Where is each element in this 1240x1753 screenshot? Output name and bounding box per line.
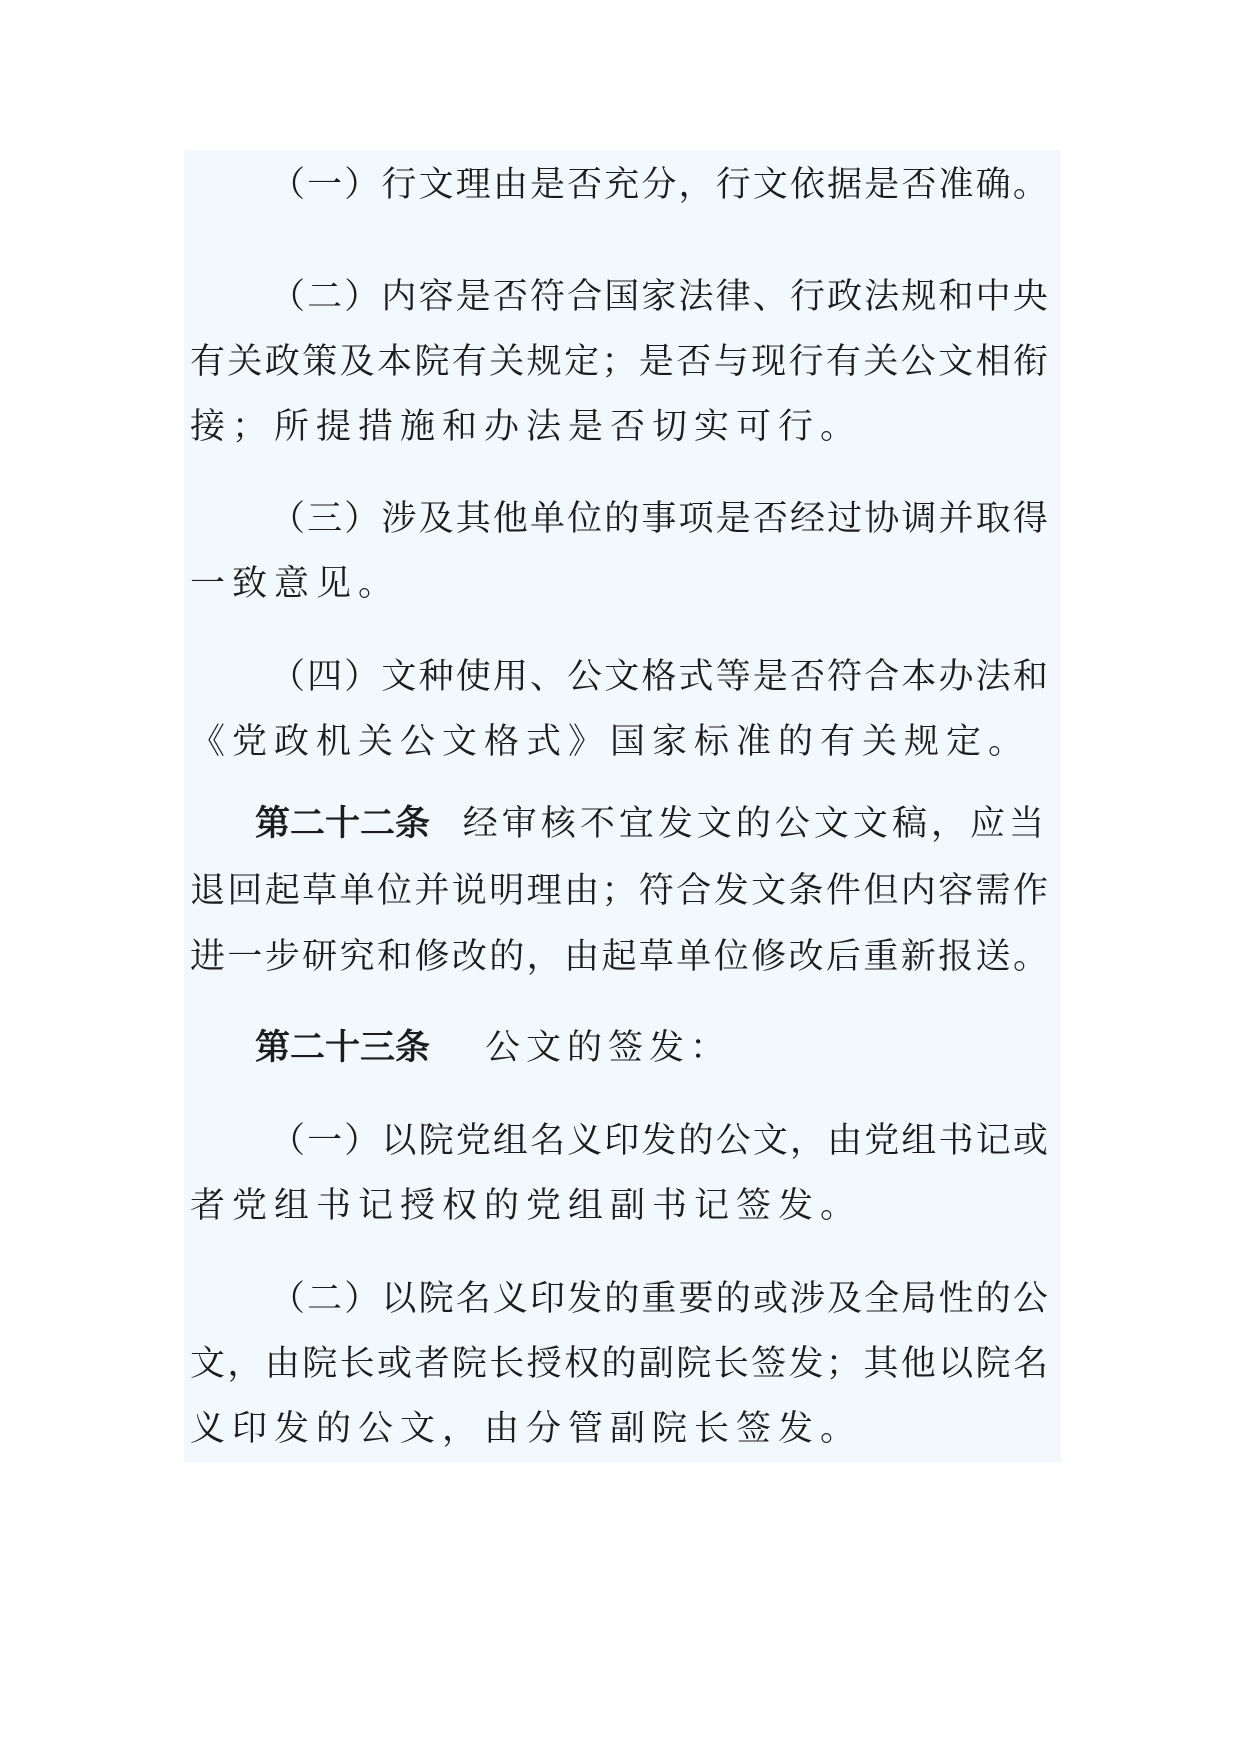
para-2-line-3: 接；所提措施和办法是否切实可行。 xyxy=(190,407,863,447)
para-6-line-3: 义印发的公文，由分管副院长签发。 xyxy=(190,1409,863,1449)
article-23-title: 第二十三条 xyxy=(255,1028,431,1068)
para-4-line-2: 《党政机关公文格式》国家标准的有关规定。 xyxy=(190,722,1031,762)
para-2-line-1: （ 二 ） 内 容 是 否 符 合 国 家 法 律 、 行 政 法 规 和 中 央 xyxy=(270,277,1048,317)
article-23-first-line: 公文的签发： xyxy=(485,1028,732,1068)
article-22-title: 第二十二条 xyxy=(255,804,431,844)
para-6-line-1: （ 二 ） 以 院 名 义 印 发 的 重 要 的 或 涉 及 全 局 性 的 公 xyxy=(270,1279,1048,1319)
article-22-first-line: 经 审 核 不 宜 发 文 的 公 文 文 稿 ， 应 当 xyxy=(462,804,1048,844)
article-23-heading xyxy=(255,1024,1048,1072)
article-22-heading xyxy=(255,800,1048,848)
para-2-line-2: 有 关 政 策 及 本 院 有 关 规 定 ； 是 否 与 现 行 有 关 公 文 相 衔 xyxy=(190,342,1048,382)
para-1-line-1: （ 一 ） 行 文 理 由 是 否 充 分 ， 行 文 依 据 是 否 准 确 。 xyxy=(270,165,1048,205)
para-5-line-2: 者党组书记授权的党组副书记签发。 xyxy=(190,1186,863,1226)
para-3-line-1: （ 三 ） 涉 及 其 他 单 位 的 事 项 是 否 经 过 协 调 并 取 得 xyxy=(270,499,1048,539)
article-22-line-3: 进 一 步 研 究 和 修 改 的 ， 由 起 草 单 位 修 改 后 重 新 报 送 。 xyxy=(190,937,1048,977)
para-4-line-1: （ 四 ） 文 种 使 用 、 公 文 格 式 等 是 否 符 合 本 办 法 和 xyxy=(270,657,1048,697)
para-5-line-1: （ 一 ） 以 院 党 组 名 义 印 发 的 公 文 ， 由 党 组 书 记 或 xyxy=(270,1121,1048,1161)
para-3-line-2: 一致意见。 xyxy=(190,564,401,604)
article-22-line-2: 退 回 起 草 单 位 并 说 明 理 由 ； 符 合 发 文 条 件 但 内 容 需 作 xyxy=(190,871,1048,911)
para-6-line-2: 文 ， 由 院 长 或 者 院 长 授 权 的 副 院 长 签 发 ； 其 他 以 院 名 xyxy=(190,1344,1048,1384)
